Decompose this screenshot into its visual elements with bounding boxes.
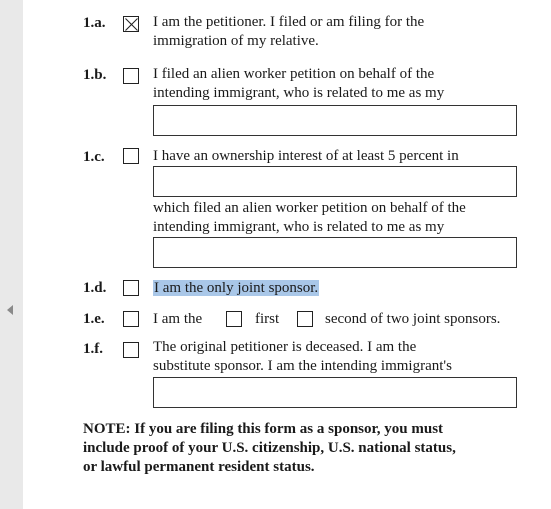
item-1a-text-line1: I am the petitioner. I filed or am filing for the: [153, 14, 425, 30]
selected-text-highlight: I am the only joint sponsor.: [154, 280, 319, 296]
item-number-1e: 1.e.: [83, 311, 105, 327]
item-1b-text-line2: intending immigrant, who is related to me as my: [153, 85, 445, 101]
item-number-1b: 1.b.: [83, 67, 107, 83]
item-number-1f: 1.f.: [83, 341, 103, 357]
entity-name-field-1c[interactable]: [153, 166, 517, 197]
relationship-field-1c[interactable]: [153, 237, 517, 268]
checkbox-1d[interactable]: [123, 280, 139, 296]
item-number-1d: 1.d.: [83, 280, 107, 296]
note-line3: or lawful permanent resident status.: [83, 459, 315, 475]
item-1c-text-line2: which filed an alien worker petition on behalf of the: [153, 200, 466, 216]
collapse-arrow-icon[interactable]: [7, 305, 13, 315]
left-side-panel: [0, 0, 24, 509]
checkbox-1b[interactable]: [123, 68, 139, 84]
item-1f-text-line1: The original petitioner is deceased. I am the: [153, 339, 417, 355]
item-1e-label-prefix: I am the: [153, 311, 203, 327]
item-number-1c: 1.c.: [83, 149, 105, 165]
item-number-1a: 1.a.: [83, 15, 106, 31]
item-1c-text-line1: I have an ownership interest of at least 5 percent in: [153, 148, 459, 164]
first-sponsor-label: first: [255, 311, 280, 327]
relationship-field-1b[interactable]: [153, 105, 517, 136]
item-1c-text-line3: intending immigrant, who is related to me as my: [153, 219, 445, 235]
relationship-field-1f[interactable]: [153, 377, 517, 408]
item-1a-text-line2: immigration of my relative.: [153, 33, 319, 49]
sponsor-note: [83, 420, 523, 477]
checkbox-first-sponsor[interactable]: [226, 311, 242, 327]
item-1f-text-line2: substitute sponsor. I am the intending immigrant's: [153, 358, 452, 374]
note-line1: NOTE: If you are filing this form as a sponsor, you must: [83, 421, 444, 437]
checkbox-1e[interactable]: [123, 311, 139, 327]
checkbox-1f[interactable]: [123, 342, 139, 358]
item-1b-text-line1: I filed an alien worker petition on behalf of the: [153, 66, 435, 82]
checkbox-second-sponsor[interactable]: [297, 311, 313, 327]
note-line2: include proof of your U.S. citizenship, U.S. national status,: [83, 440, 456, 456]
second-sponsor-label: second of two joint sponsors.: [325, 311, 501, 327]
item-1d-label: [153, 279, 319, 298]
checkbox-1a[interactable]: [123, 16, 139, 32]
checkbox-1c[interactable]: [123, 148, 139, 164]
